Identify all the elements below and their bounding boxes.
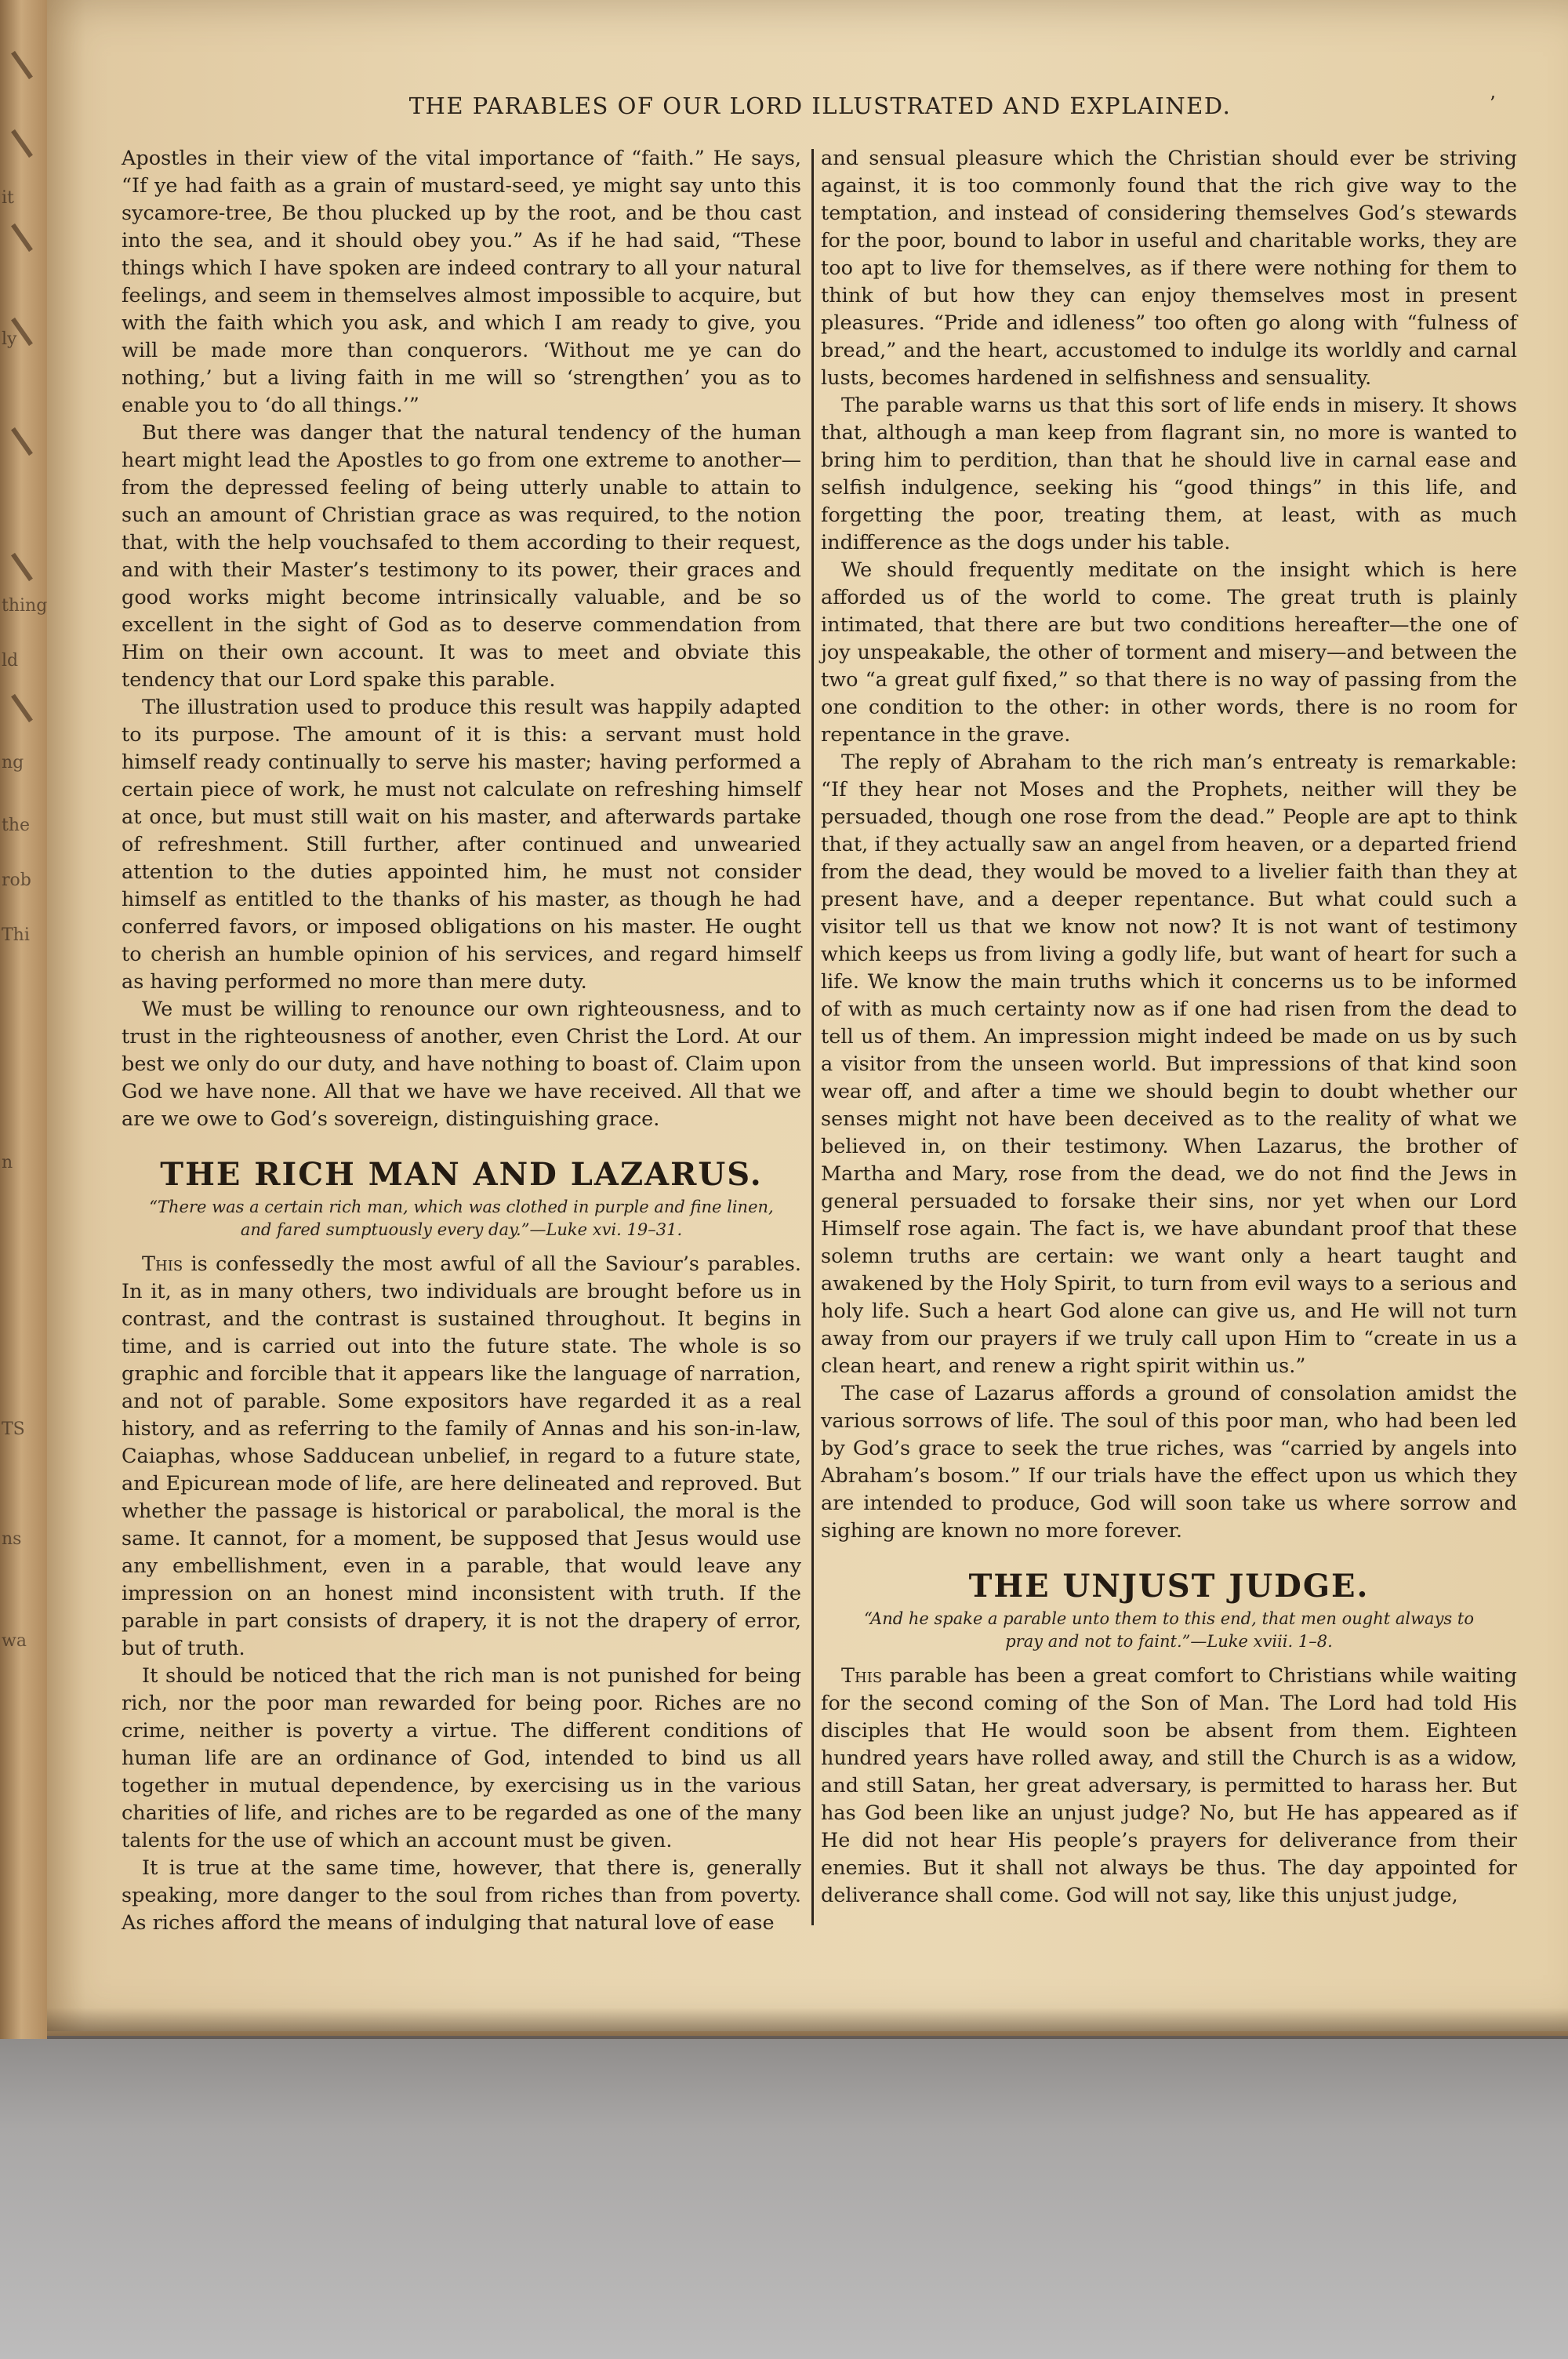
- margin-fragment: thing: [2, 596, 48, 616]
- page-mark: ’: [1490, 93, 1496, 114]
- paragraph: We should frequently meditate on the insight which is here afforded us of the world to come. The great truth is plainly intimated, that there are but two conditions hereafter—the one of joy unspeakable, the other of torment and misery—and between the two “a great gulf fixed,” so that there is no way of passing from the one condition to the other: in other words, there is no room for repentance in the grave.: [821, 558, 1517, 747]
- section-first-paragraph: [122, 1251, 801, 1663]
- paragraph-body: is confessedly the most awful of all the Saviour’s parables. In it, as in many others, two individuals are brought before us in contrast, and the contrast is sustained throughout. It begins in time, and is carried out into the future state. The whole is so graphic and forcible that it appears like the language of narration, and not of parable. Some expositors have regarded it as a real history, and as referring to the family of Annas and his son-in-law, Caiaphas, whose Sadducean unbelief, in regard to a future state, and Epicurean mode of life, are here delineated and reproved. But whether the passage is historical or parabolical, the moral is the same. It cannot, for a moment, be supposed that Jesus would use any embellishment, even in a parable, that would leave any impression on an honest mind inconsistent with truth. If the parable in part consists of drapery, it is not the drapery of error, but of truth.: [122, 1252, 801, 1660]
- lead-word: This: [142, 1252, 183, 1276]
- lead-word: This: [841, 1664, 883, 1688]
- margin-fragment: Thi: [2, 925, 30, 945]
- facing-page-text-fragments: [0, 0, 47, 2039]
- paragraph: and sensual pleasure which the Christian should ever be striving against, it is too commonly found that the rich give way to the temptation, and instead of considering themselves God’s stewards for the poor, bound to labor in useful and charitable works, they are too apt to live for themselves, as if there were nothing for them to think of but how they can enjoy themselves most in present pleasures. “Pride and idleness” too often go along with “fulness of bread,” and the heart, accustomed to indulge its worldly and carnal lusts, becomes hardened in selfishness and sensuality.: [821, 147, 1517, 390]
- section-epigraph: “There was a certain rich man, which was clothed in purple and fine linen, and fared sumptuously every day.”—Luke xvi. 19–31.: [149, 1198, 774, 1239]
- paragraph: It is true at the same time, however, that there is, generally speaking, more danger to the soul from riches than from poverty. As riches afford the means of indulging that natural love of ease: [122, 1856, 801, 1935]
- margin-fragment: wa: [2, 1631, 27, 1651]
- paragraph: The illustration used to produce this result was happily adapted to its purpose. The amount of it is this: a servant must hold himself ready continually to serve his master; having performed a certain piece of work, he must not calculate on refreshing himself at once, but must still wait on his master, and afterwards partake of refreshment. Still further, after continued and unwearied attention to the duties appointed him, he must not consider himself as entitled to the thanks of his master, as though he had conferred favors, or imposed obligations on his master. He ought to cherish an humble opinion of his services, and regard himself as having performed no more than mere duty.: [122, 696, 801, 994]
- paragraph-body: parable has been a great comfort to Christians while waiting for the second coming of the Son of Man. The Lord had told His disciples that He would soon be absent from them. Eighteen hundred years have rolled away, and still the Church is as a widow, and still Satan, her great adversary, is permitted to harass her. But has God been like an unjust judge? No, but He has appeared as if He did not hear His people’s prayers for deliverance from their enemies. But it shall not always be thus. The day appointed for deliverance shall come. God will not say, like this unjust judge,: [821, 1664, 1517, 1907]
- paragraph: We must be willing to renounce our own righteousness, and to trust in the righteousness of another, even Christ the Lord. At our best we only do our duty, and have nothing to boast of. Claim upon God we have none. All that we have we have received. All that we are we owe to God’s sovereign, distinguishing grace.: [122, 998, 801, 1131]
- section-title-rich-man: THE RICH MAN AND LAZARUS.: [160, 1156, 763, 1193]
- right-column: [821, 145, 1517, 1910]
- page-bottom-shadow: [24, 2008, 1568, 2039]
- paragraph: It should be noticed that the rich man is not punished for being rich, nor the poor man rewarded for being poor. Riches are no crime, neither is poverty a virtue. The different conditions of human life are an ordinance of God, intended to bind us all together in mutual dependence, by exercising us in the various charities of life, and riches are to be regarded as one of the many talents for the use of which an account must be given.: [122, 1664, 801, 1852]
- running-head: THE PARABLES OF OUR LORD ILLUSTRATED AND EXPLAINED.: [408, 93, 1232, 119]
- margin-fragment: ly: [2, 329, 17, 349]
- margin-fragment: rob: [2, 871, 31, 890]
- paragraph: The case of Lazarus affords a ground of consolation amidst the various sorrows of life. The soul of this poor man, who had been led by God’s grace to seek the true riches, was “carried by angels into Abraham’s bosom.” If our trials have the effect upon us which they are intended to produce, God will soon take us where sorrow and sighing are known no more forever.: [821, 1382, 1517, 1543]
- column-rule: [811, 149, 814, 1925]
- section-title-unjust-judge: THE UNJUST JUDGE.: [968, 1568, 1370, 1605]
- margin-fragment: ns: [2, 1529, 22, 1549]
- margin-fragment: the: [2, 816, 31, 835]
- margin-fragment: it: [2, 188, 14, 208]
- left-column: [122, 145, 801, 1937]
- paragraph: Apostles in their view of the vital importance of “faith.” He says, “If ye had faith as a grain of mustard-seed, ye might say unto this sycamore-tree, Be thou plucked up by the root, and be thou cast into the sea, and it should obey you.” As if he had said, “These things which I have spoken are indeed contrary to all your natural feelings, and seem in themselves almost impossible to acquire, but with the faith which you ask, and which I am ready to give, you will be made more than conquerors. ‘Without me ye can do nothing,’ but a living faith in me will so ‘strengthen’ you as to enable you to ‘do all things.’”: [122, 147, 801, 417]
- margin-fragment: TS: [2, 1419, 25, 1439]
- paragraph: But there was danger that the natural tendency of the human heart might lead the Apostles to go from one extreme to another—from the depressed feeling of being utterly unable to attain to such an amount of Christian grace as was required, to the notion that, with the help vouchsafed to them according to their request, and with their Master’s testimony to its power, their graces and good works might become intrinsically valuable, and be so excellent in the sight of God as to deserve commendation from Him on their own account. It was to meet and obviate this tendency that our Lord spake this parable.: [122, 421, 801, 692]
- margin-fragment: n: [2, 1153, 13, 1172]
- section-first-paragraph: [821, 1663, 1517, 1910]
- paragraph: The parable warns us that this sort of life ends in misery. It shows that, although a man keep from flagrant sin, no more is wanted to bring him to perdition, than that he should live in carnal ease and selfish indulgence, seeking his “good things” in this life, and forgetting the poor, treating them, at least, with as much indifference as the dogs under his table.: [821, 394, 1517, 554]
- section-epigraph: “And he spake a parable unto them to this end, that men ought always to pray and not to faint.”—Luke xviii. 1–8.: [864, 1609, 1474, 1651]
- paragraph: The reply of Abraham to the rich man’s entreaty is remarkable: “If they hear not Moses and the Prophets, neither will they be persuaded, though one rose from the dead.” People are apt to think that, if they actually saw an angel from heaven, or a departed friend from the dead, they would be moved to a livelier faith than they at present have, and a deeper repentance. But what could such a visitor tell us that we know not now? It is not want of testimony which keeps us from living a godly life, but want of heart for such a life. We know the main truths which it concerns us to be informed of with as much certainty now as if one had risen from the dead to tell us of them. An impression might indeed be made on us by such a visitor from the unseen world. But impressions of that kind soon wear off, and after a time we should begin to doubt whether our senses might not have been deceived as to the reality of what we believed in, on their testimony. When Lazarus, the brother of Martha and Mary, rose from the dead, we do not find the Jews in general persuaded to forsake their sins, nor yet when our Lord Himself rose again. The fact is, we have abundant proof that these solemn truths are certain: we want only a heart taught and awakened by the Holy Spirit, to turn from evil ways to a serious and holy life. Such a heart God alone can give us, and He will not turn away from our prayers if we truly call upon Him to “create in us a clean heart, and renew a right spirit within us.”: [821, 751, 1517, 1378]
- margin-fragment: ld: [2, 651, 19, 671]
- margin-fragment: ng: [2, 753, 24, 772]
